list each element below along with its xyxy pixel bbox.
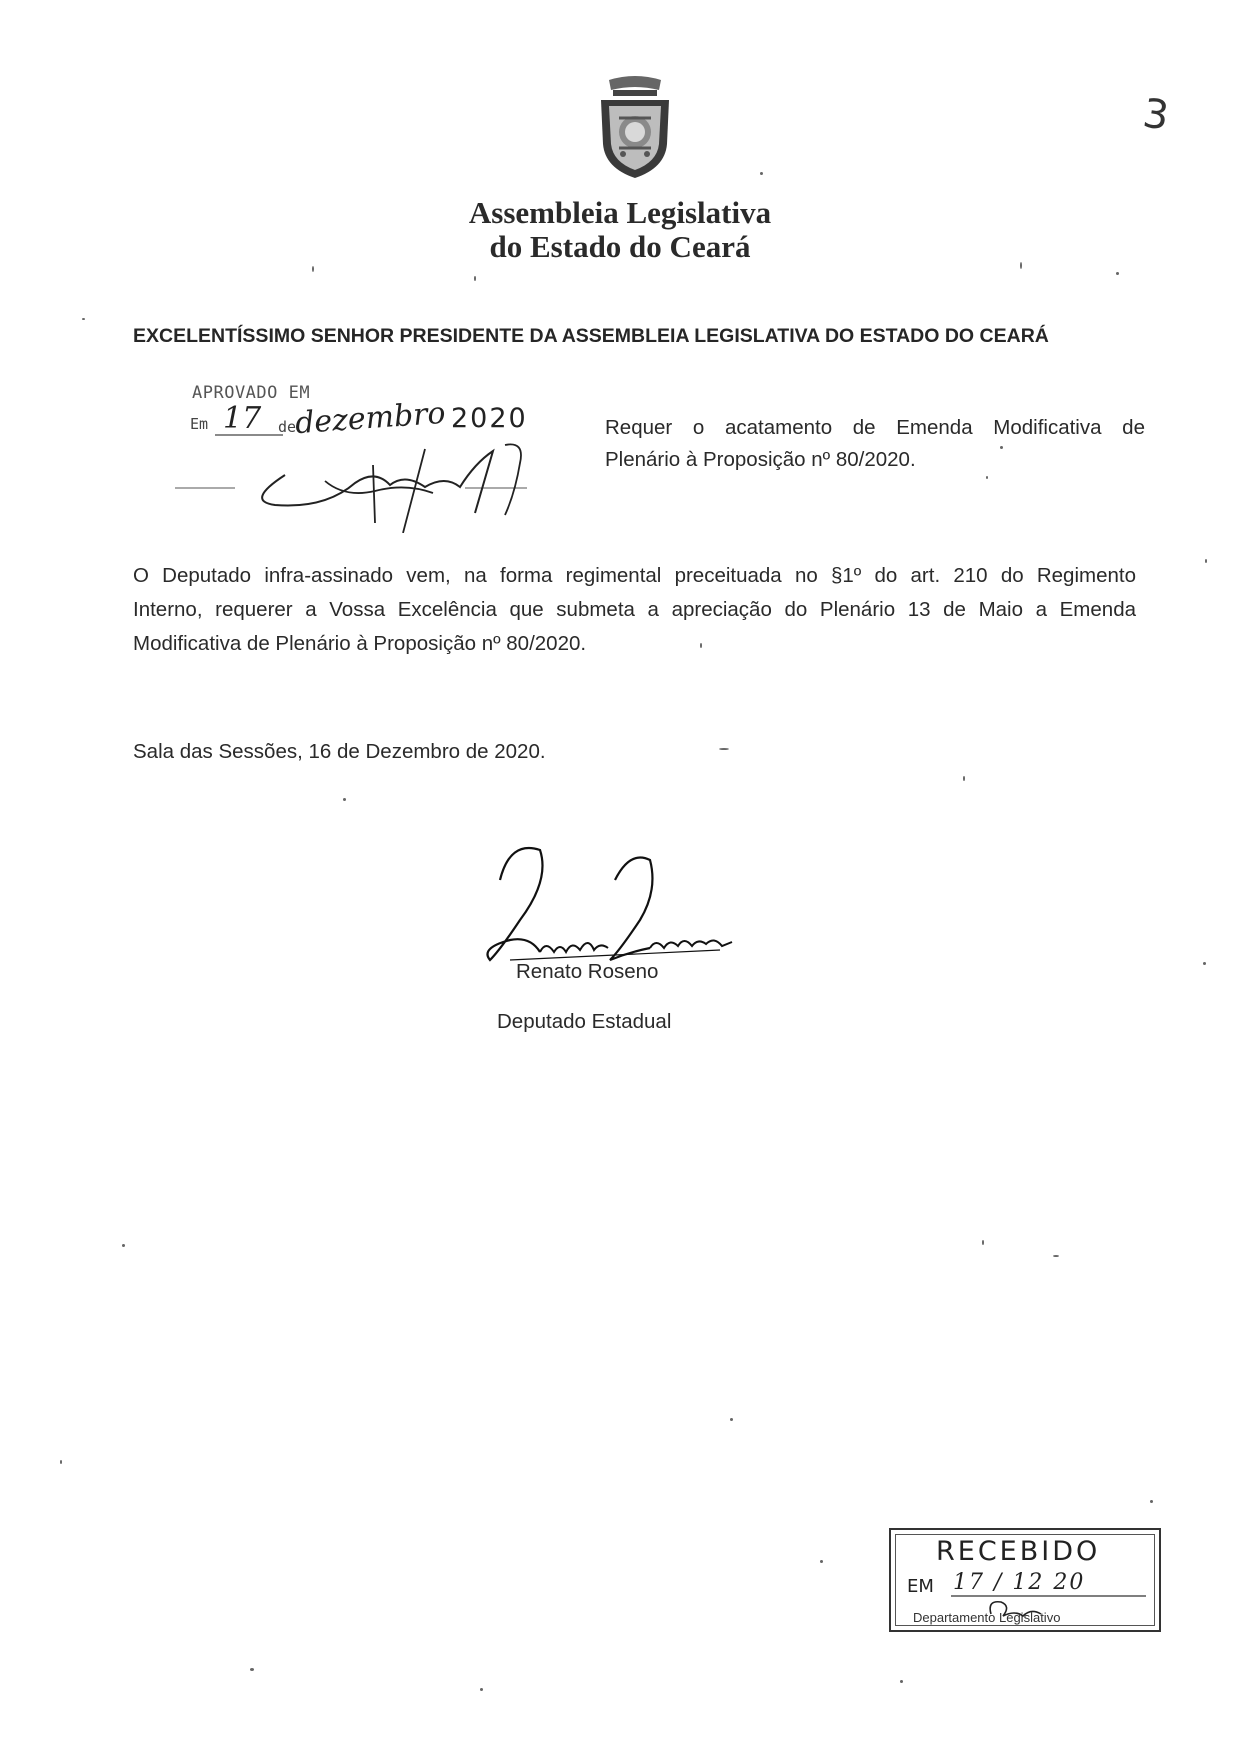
scan-speck	[343, 798, 346, 801]
scan-speck	[250, 1668, 254, 1671]
request-summary-line1: Requer o acatamento de Emenda Modificativa de	[605, 416, 1145, 439]
received-stamp-title: RECEBIDO	[936, 1536, 1101, 1567]
request-summary-line2: Plenário à Proposição nº 80/2020.	[605, 448, 916, 471]
scan-speck	[1150, 1500, 1153, 1503]
approval-stamp-label: APROVADO EM	[192, 383, 311, 403]
scan-speck	[1000, 446, 1003, 449]
request-body-line1: O Deputado infra-assinado vem, na forma regimental preceituada no §1º do art. 210 do Regimento	[133, 564, 1136, 587]
scan-speck	[1205, 559, 1207, 563]
institution-name-line1: Assembleia Legislativa	[468, 195, 772, 230]
scan-speck	[982, 1240, 984, 1245]
approval-stamp-de-label: de	[278, 418, 297, 436]
scan-speck	[986, 476, 988, 479]
approval-signature-icon	[175, 383, 575, 533]
scan-speck	[474, 276, 476, 281]
scan-speck	[730, 1418, 733, 1421]
scan-speck	[900, 1680, 903, 1683]
approval-stamp-month: dezembro	[293, 395, 447, 442]
approval-stamp	[175, 383, 575, 533]
received-stamp-department: Departamento Legislativo	[913, 1610, 1061, 1625]
scan-speck	[1116, 272, 1119, 275]
received-stamp-initials-icon	[891, 1530, 1163, 1634]
signer-title: Deputado Estadual	[497, 1010, 672, 1033]
state-crest-icon	[595, 74, 675, 182]
approval-stamp-em-label: Em	[190, 415, 209, 433]
scan-speck	[719, 748, 729, 750]
scan-speck	[820, 1560, 823, 1563]
scan-speck	[60, 1460, 62, 1464]
scan-speck	[1053, 1255, 1059, 1257]
approval-stamp-year: 2020	[451, 403, 528, 434]
signer-name: Renato Roseno	[516, 960, 659, 983]
session-date: Sala das Sessões, 16 de Dezembro de 2020.	[133, 740, 546, 763]
scan-speck	[1203, 962, 1206, 965]
scan-speck	[700, 643, 702, 648]
institution-name	[420, 196, 820, 264]
approval-stamp-day: 17	[223, 401, 262, 436]
received-stamp-date: 17 / 12 20	[953, 1570, 1086, 1595]
request-summary	[605, 412, 1145, 476]
addressee-heading: EXCELENTÍSSIMO SENHOR PRESIDENTE DA ASSEMBLEIA LEGISLATIVA DO ESTADO DO CEARÁ	[133, 325, 1049, 347]
scan-speck	[963, 776, 965, 781]
request-body-line3: Modificativa de Plenário à Proposição nº 80/2020.	[133, 632, 587, 655]
scan-speck	[312, 266, 314, 272]
scan-speck	[480, 1688, 483, 1691]
scan-speck	[760, 172, 763, 175]
handwritten-signature-icon	[470, 840, 790, 980]
institution-name-line2: do Estado do Ceará	[489, 229, 751, 264]
received-stamp-em-label: EM	[907, 1576, 934, 1597]
scan-speck	[82, 318, 85, 320]
scan-speck	[122, 1244, 125, 1247]
request-body	[133, 559, 1136, 661]
page-number: 3	[1139, 90, 1172, 140]
request-body-line2: Interno, requerer a Vossa Excelência que submeta a apreciação do Plenário 13 de Maio a Emenda	[133, 598, 1136, 621]
scan-speck	[1020, 262, 1022, 269]
received-stamp	[889, 1528, 1161, 1632]
